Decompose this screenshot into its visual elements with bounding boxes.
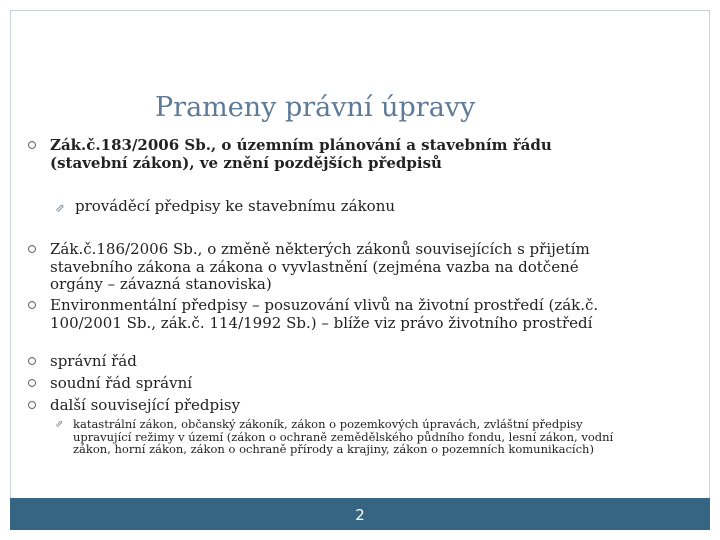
circle-bullet-icon [28,245,36,253]
footer-bar [10,498,710,530]
bullet-spravni-rad [28,353,618,371]
bullet-text: soudní řád správní [50,374,193,392]
page-number: 2 [355,506,365,524]
bullet-soudni-rad [28,375,618,393]
circle-bullet-icon [28,401,36,409]
bullet-dalsi-predpisy [28,397,618,415]
bullet-environmentalni [28,297,618,332]
bullet-text: Zák.č.186/2006 Sb., o změně některých zákonů souvisejících s přijetím stavebního zákona a zákona o vyvlastnění (zejména vazba na dotčené orgány – závazná stanoviska) [50,240,590,293]
arrow-bullet-icon: ⇗ [55,201,66,215]
sub-bullet-souvisejici [55,418,615,456]
sub-bullet-provadeci [55,198,395,215]
bullet-stavebni-zakon [28,137,618,172]
sub-bullet-text: prováděcí předpisy ke stavebnímu zákonu [75,197,396,215]
slide-title: Prameny právní úpravy [155,92,476,123]
circle-bullet-icon [28,357,36,365]
bullet-zak-186 [28,241,618,294]
bullet-text: další související předpisy [50,396,241,414]
bullet-text: Environmentální předpisy – posuzování vlivů na životní prostředí (zák.č. 100/2001 Sb., zák.č. 114/1992 Sb.) – blíže viz právo životního prostředí [50,296,599,332]
bullet-text: Zák.č.183/2006 Sb., o územním plánování a stavebním řádu (stavební zákon), ve znění pozdějších předpisů [50,136,552,172]
circle-bullet-icon [28,301,36,309]
arrow-bullet-icon: ⇗ [55,419,64,430]
circle-bullet-icon [28,141,36,149]
sub-bullet-text: katastrální zákon, občanský zákoník, zákon o pozemkových úpravách, zvláštní předpisy upravující režimy v území (zákon o ochraně zemědělského půdního fondu, lesní zákon, vodní zákon, horní zákon, zákon o ochraně přírody a krajiny, zákon o pozemních komunikacích) [73,417,614,456]
bullet-text: správní řád [50,352,137,370]
circle-bullet-icon [28,379,36,387]
